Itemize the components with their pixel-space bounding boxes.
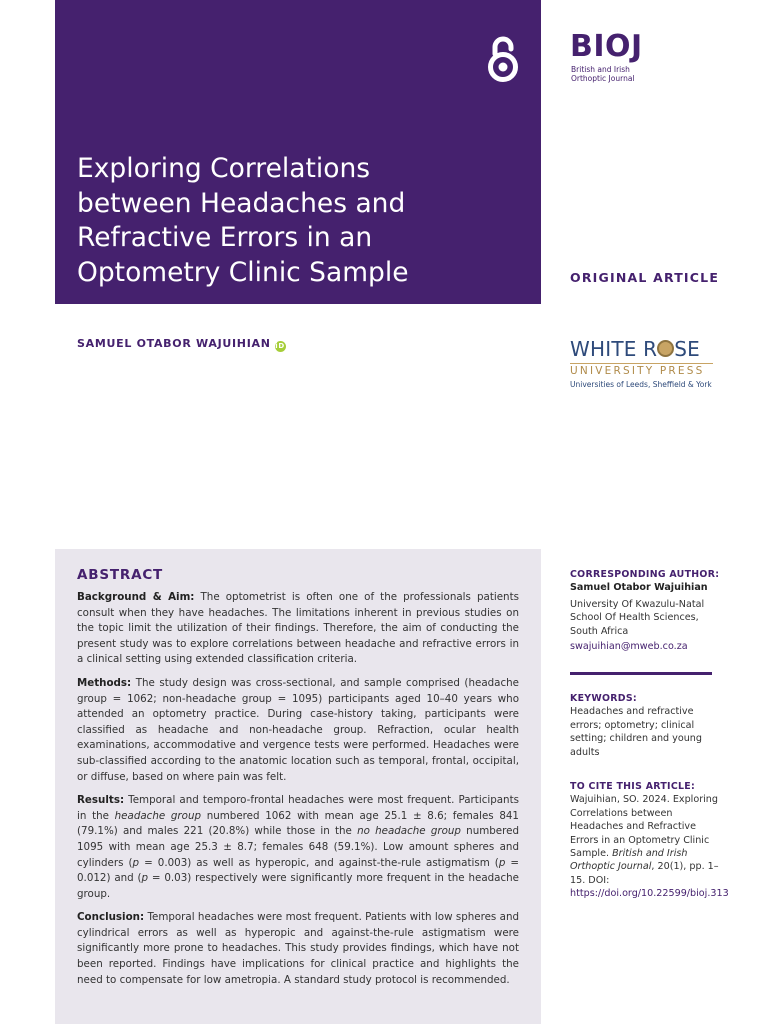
article-type: ORIGINAL ARTICLE: [570, 270, 720, 285]
abstract-methods: Methods: The study design was cross-sectional, and sample comprised (headache group = 1062; non-headache group = 1095) participants aged 10–40 years who attended an optometry practice. During case-history taking, participants were classified as headache and non-headache group. Refraction, ocular health examinations, accommodative and vergence tests were performed. Headaches were sub-classified according to the anatomic location such as temporal, frontal, occipital, or diffuse, based on where pain was felt.: [77, 676, 519, 783]
corresponding-author: [570, 568, 720, 653]
publisher-name: WHITE R SE: [570, 337, 700, 361]
keywords-text: Headaches and refractive errors; optometry; clinical setting; children and young adults: [570, 706, 702, 758]
corresponding-author-label: CORRESPONDING AUTHOR:: [570, 569, 720, 580]
sidebar-divider: [570, 672, 712, 675]
citation-text: Wajuihian, SO. 2024. Exploring Correlations between Headaches and Refractive Errors in an Optometry Clinic Sample. British and Irish Orthoptic Journal, 20(1), pp. 1–15. DOI: https://doi.org/10.22599/bioj.313: [570, 794, 729, 900]
corresponding-author-affiliation: University Of Kwazulu-Natal School Of Health Sciences, South Africa: [570, 598, 705, 637]
title-line: between Headaches and: [77, 187, 406, 219]
article-title: [77, 152, 517, 290]
corresponding-author-name: Samuel Otabor Wajuihian: [570, 582, 708, 594]
abstract-heading: ABSTRACT: [77, 567, 164, 583]
rose-icon: [657, 340, 674, 357]
citation-label: TO CITE THIS ARTICLE:: [570, 781, 696, 792]
publisher-universities: Universities of Leeds, Sheffield & York: [570, 380, 712, 389]
title-line: Refractive Errors in an: [77, 222, 373, 253]
abstract-results: Results: Temporal and temporo-frontal headaches were most frequent. Participants in the headache group numbered 1062 with mean age 25.1 ± 8.6; females 841 (79.1%) and males 221 (20.8%) while those in the no headache group numbered 1095 with mean age 25.3 ± 8.7; females 648 (59.1%). Low amount spheres and cylinders (p = 0.003) as well as hyperopic, and against-the-rule astigmatism (p = 0.012) and (p = 0.03) respectively were significantly more frequent in the headache group.: [77, 794, 520, 900]
keywords: [570, 692, 720, 759]
abstract-conclusion: Conclusion: Temporal headaches were most frequent. Patients with low spheres and cylindrical errors as well as hyperopic and against-the-rule astigmatism were significantly more prone to headaches. This study provides findings, which have not been reported. Findings have implications for clinical practice and highlights the need to compensate for low ametropia. A standard study protocol is recommended.: [77, 911, 519, 986]
corresponding-author-email[interactable]: swajuihian@mweb.co.za: [570, 641, 688, 653]
citation: [570, 780, 729, 901]
journal-logo-subtitle: British and Irish Orthoptic Journal: [571, 65, 635, 83]
author-name[interactable]: SAMUEL OTABOR WAJUIHIAN iD: [77, 337, 285, 350]
publisher-press: UNIVERSITY PRESS: [570, 363, 713, 377]
open-access-icon: [485, 34, 521, 84]
title-line: Optometry Clinic Sample: [77, 256, 409, 288]
journal-logo-word: BIOJ: [570, 29, 643, 64]
abstract-background: Background & Aim: The optometrist is often one of the professionals patients consult when they have headaches. The limitations inherent in previous studies on the topic limit the utilization of their findings. Therefore, the aim of conducting the present study was to explore correlations between headache and refractive errors in a clinical setting using extended classification criteria.: [77, 591, 519, 666]
journal-logo: [570, 31, 680, 87]
doi-link[interactable]: https://doi.org/10.22599/bioj.313: [570, 888, 729, 900]
abstract-body: [77, 590, 519, 996]
title-line: Exploring Correlations: [77, 153, 371, 184]
orcid-icon[interactable]: iD: [275, 342, 285, 350]
publisher-logo: [570, 338, 720, 389]
keywords-label: KEYWORDS:: [570, 693, 637, 704]
